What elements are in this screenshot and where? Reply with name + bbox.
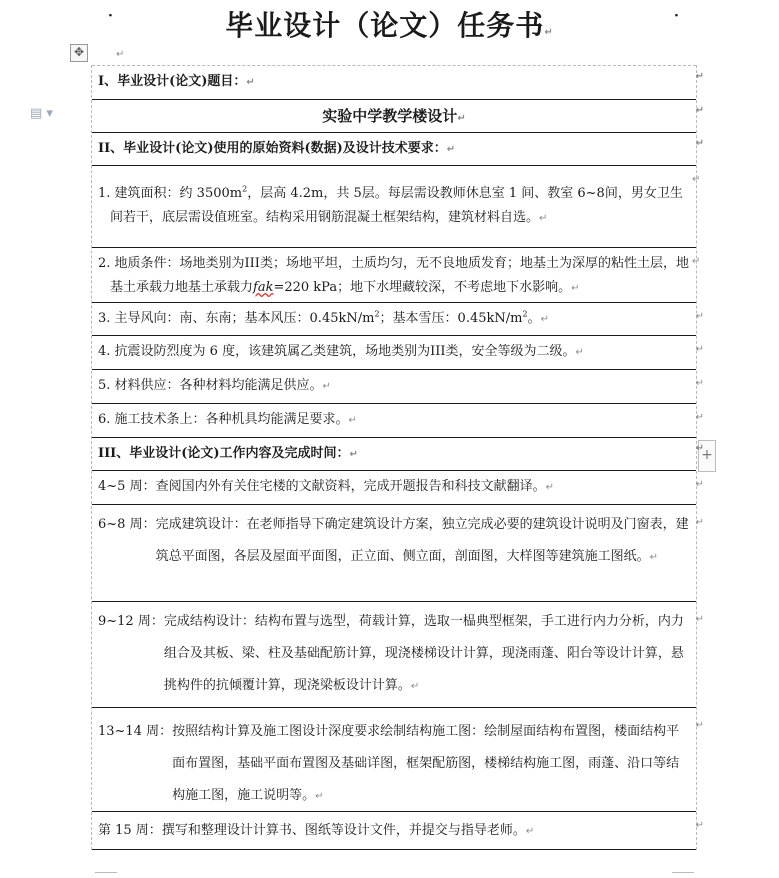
bearing-capacity-formula: fak xyxy=(253,280,274,295)
document-options-icon[interactable]: ▤ ▾ xyxy=(30,106,53,121)
add-column-icon[interactable]: + xyxy=(698,440,716,472)
schedule-row[interactable]: 6~8 周： 完成建筑设计：在老师指导下确定建筑设计方案，独立完成必要的建筑设计说明及门窗表，建筑总平面图，各层及屋面平面图，正立面、侧立面，剖面图，大样图等建筑施工图纸。↵ ↵ xyxy=(92,504,696,601)
table-move-handle-icon[interactable]: ✥ xyxy=(70,44,88,62)
schedule-task-text: 查阅国内外有关住宅楼的文献资料，完成开题报告和科技文献翻译。 xyxy=(155,479,546,494)
requirement-item-2[interactable]: 2. 地质条件：场地类别为III类；场地平坦，土质均匀，无不良地质发育；地基土为深厚的粘性土层，地基土承载力地基土承载力fak=220 kPa；地下水埋藏较深，不考虑地下水影响。↵ ↵ xyxy=(92,247,696,302)
schedule-row[interactable]: 第 15 周： 撰写和整理设计计算书、图纸等设计文件，并提交与指导老师。↵ ↵ xyxy=(92,811,696,850)
requirement-item-4[interactable]: 4. 抗震设防烈度为 6 度，该建筑属乙类建筑，场地类别为III类，安全等级为二级。↵ ↵ xyxy=(92,335,696,369)
schedule-week-label: 9~12 周： xyxy=(98,614,164,629)
schedule-task-text: 完成建筑设计：在老师指导下确定建筑设计方案，独立完成必要的建筑设计说明及门窗表，建筑总平面图，各层及屋面平面图，正立面、侧立面，剖面图，大样图等建筑施工图纸。 xyxy=(155,517,689,564)
title-left-mark: · xyxy=(108,8,113,24)
page-corner-mark xyxy=(95,872,117,873)
schedule-task-text: 完成结构设计：结构布置与选型，荷载计算，选取一榀典型框架，手工进行内力分析，内力组合及其板、梁、柱及基础配筋计算，现浇楼梯设计计算，现浇雨蓬、阳台等设计计算，悬挑构件的抗倾覆计算，现浇梁板设计计算。 xyxy=(163,614,684,693)
section1-heading-row[interactable]: I、毕业设计(论文)题目：↵ ↵ xyxy=(92,65,696,99)
section3-heading-row[interactable]: III、毕业设计(论文)工作内容及完成时间：↵ ↵ xyxy=(92,437,696,470)
section1-heading: I、毕业设计(论文)题目： xyxy=(98,74,247,89)
schedule-week-label: 4~5 周： xyxy=(98,479,156,494)
paragraph-mark: ↵ xyxy=(116,49,125,60)
page-corner-mark xyxy=(672,872,694,873)
requirement-item-3[interactable]: 3. 主导风向：南、东南；基本风压：$0.45kN/m^2$；基本雪压：$0.45kN/m^2$。↵ ↵ xyxy=(92,302,696,335)
schedule-task-text: 按照结构计算及施工图设计深度要求绘制结构施工图：绘制屋面结构布置图，楼面结构平面布置图，基础平面布置图及基础详图，框架配筋图，楼梯结构施工图，雨蓬、沿口等结构施工图，施工说明等。 xyxy=(172,724,680,803)
section2-heading: II、毕业设计(论文)使用的原始资料(数据)及设计技术要求： xyxy=(98,141,447,156)
schedule-week-label: 6~8 周： xyxy=(98,517,156,532)
task-table xyxy=(91,65,704,850)
schedule-week-label: 第 15 周： xyxy=(98,823,162,838)
schedule-row[interactable]: 4~5 周： 查阅国内外有关住宅楼的文献资料，完成开题报告和科技文献翻译。↵ ↵ xyxy=(92,470,696,504)
schedule-row[interactable]: 9~12 周： 完成结构设计：结构布置与选型，荷载计算，选取一榀典型框架，手工进行内力分析，内力组合及其板、梁、柱及基础配筋计算，现浇楼梯设计计算，现浇雨蓬、阳台等设计计算，悬挑构件的抗倾覆计算，现浇梁板设计计算。↵ ↵ xyxy=(92,601,696,707)
requirement-item-6[interactable]: 6. 施工技术条上：各种机具均能满足要求。↵ ↵ xyxy=(92,403,696,437)
requirement-item-1[interactable]: 1. 建筑面积：约 $3500m^2$，层高 4.2m，共 5层。每层需设教师休息室 1 间、教室 6~8间，男女卫生间若干，底层需设值班室。结构采用钢筋混凝土框架结构，建筑材料自选。↵ ↵ xyxy=(92,165,696,247)
schedule-row[interactable]: 13~14 周： 按照结构计算及施工图设计深度要求绘制结构施工图：绘制屋面结构布置图，楼面结构平面布置图，基础平面布置图及基础详图，框架配筋图，楼梯结构施工图，雨蓬、沿口等结构施工图，施工说明等。↵ ↵ xyxy=(92,707,696,811)
document-title: 毕业设计（论文）任务书↵ xyxy=(225,9,554,42)
topic-row[interactable]: 实验中学教学楼设计↵ ↵ xyxy=(92,99,696,132)
thesis-topic: 实验中学教学楼设计 xyxy=(322,107,458,125)
schedule-week-label: 13~14 周： xyxy=(98,724,173,739)
title-right-mark: · xyxy=(674,8,679,24)
requirement-item-5[interactable]: 5. 材料供应：各种材料均能满足供应。↵ ↵ xyxy=(92,369,696,403)
row-end-mark: ↵ xyxy=(695,71,704,82)
section2-heading-row[interactable]: II、毕业设计(论文)使用的原始资料(数据)及设计技术要求：↵ ↵ xyxy=(92,132,696,165)
schedule-task-text: 撰写和整理设计计算书、图纸等设计文件，并提交与指导老师。 xyxy=(161,823,526,838)
section3-heading: III、毕业设计(论文)工作内容及完成时间： xyxy=(98,446,350,461)
